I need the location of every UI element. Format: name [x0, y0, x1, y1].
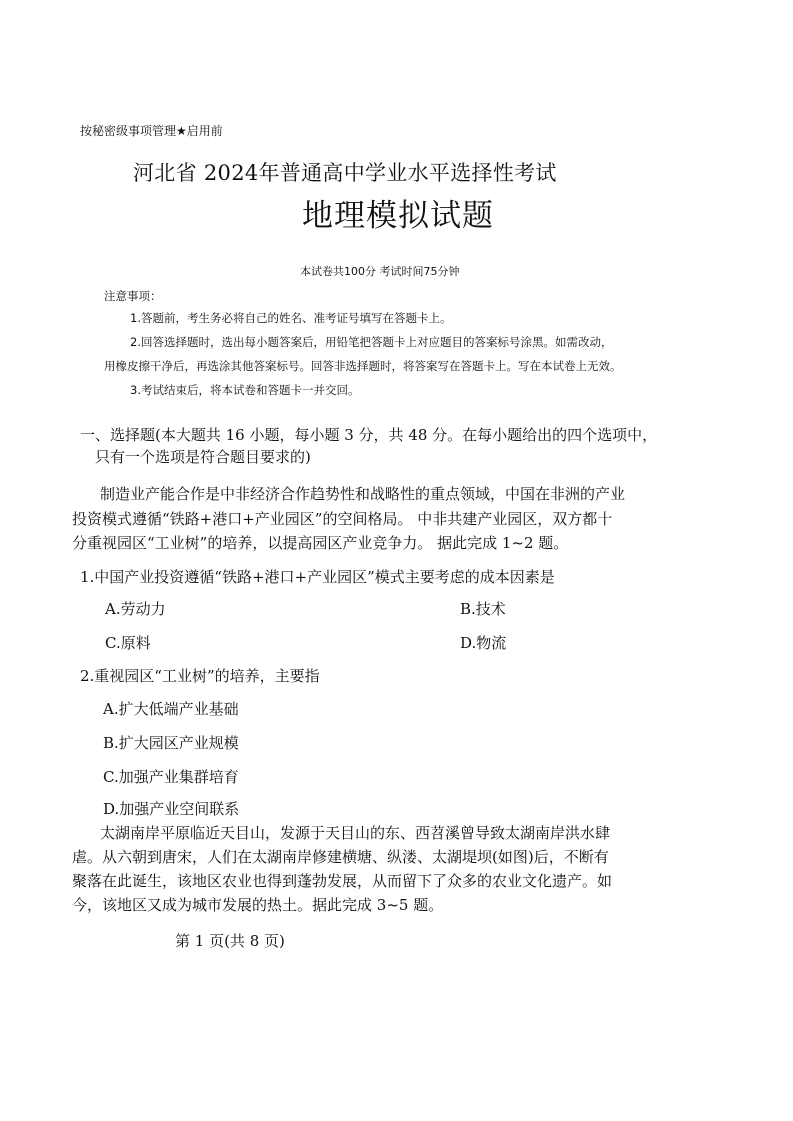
notice-item-3: 3.考试结束后，将本试卷和答题卡一并交回。	[130, 383, 360, 397]
notice-item-2-line2: 用橡皮擦干净后，再选涂其他答案标号。回答非选择题时，将答案写在答题卡上。写在本试卷上无效。	[104, 359, 622, 373]
question2-stem: 2.重视园区“工业树”的培养，主要指	[80, 667, 320, 685]
question1-option-b: B.技术	[460, 600, 506, 618]
passage1-line1: 制造业产能合作是中非经济合作趋势性和战略性的重点领域，中国在非洲的产业	[100, 485, 626, 503]
question1-option-d: D.物流	[460, 634, 507, 652]
passage2-line4: 今，该地区又成为城市发展的热土。据此完成 3~5 题。	[72, 896, 444, 914]
passage1-line3: 分重视园区“工业树”的培养，以提高园区产业竞争力。 据此完成 1~2 题。	[72, 534, 569, 552]
passage1-line2: 投资模式遵循“铁路+港口+产业园区”的空间格局。 中非共建产业园区，双方都十	[72, 510, 613, 528]
notice-item-2-line1: 2.回答选择题时，选出每小题答案后，用铅笔把答题卡上对应题目的答案标号涂黑。如需改动，	[130, 335, 613, 349]
passage2-line2: 虐。从六朝到唐宋，人们在太湖南岸修建横塘、纵溇、太湖堤坝(如图)后，不断有	[72, 848, 609, 866]
exam-info: 本试卷共100分 考试时间75分钟	[300, 265, 460, 278]
question2-option-c: C.加强产业集群培育	[103, 768, 239, 786]
passage2-line3: 聚落在此诞生，该地区农业也得到蓬勃发展，从而留下了众多的农业文化遗产。如	[72, 872, 613, 890]
question2-option-d: D.加强产业空间联系	[103, 800, 240, 818]
exam-title-line1: 河北省 2024年普通高中学业水平选择性考试	[133, 161, 557, 185]
notice-heading: 注意事项：	[104, 289, 162, 303]
secret-note: 按秘密级事项管理★启用前	[80, 124, 223, 138]
exam-title-subject: 地理模拟试题	[302, 198, 494, 234]
question1-stem: 1.中国产业投资遵循“铁路+港口+产业园区”模式主要考虑的成本因素是	[80, 568, 555, 586]
section-heading-line2: 只有一个选项是符合题目要求的)	[95, 448, 311, 466]
question1-option-c: C.原料	[105, 634, 151, 652]
section-heading-line1: 一、选择题(本大题共 16 小题，每小题 3 分，共 48 分。在每小题给出的四个选项中，	[80, 426, 658, 444]
notice-item-1: 1.答题前，考生务必将自己的姓名、准考证号填写在答题卡上。	[130, 311, 452, 325]
page-number: 第 1 页(共 8 页)	[175, 932, 285, 950]
question2-option-b: B.扩大园区产业规模	[103, 734, 239, 752]
passage2-line1: 太湖南岸平原临近天目山，发源于天目山的东、西苕溪曾导致太湖南岸洪水肆	[100, 824, 611, 842]
question1-option-a: A.劳动力	[105, 600, 166, 618]
question2-option-a: A.扩大低端产业基础	[103, 700, 239, 718]
